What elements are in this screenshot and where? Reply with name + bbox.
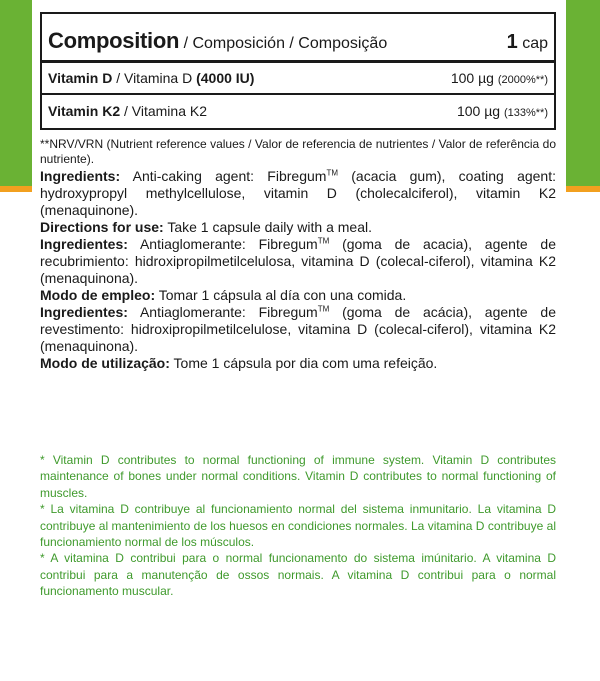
health-claim-es: * La vitamina D contribuye al funcionamiento normal del sistema inmunitario. La vitamina D contribuye al mantenimiento de los huesos en condiciones normales. La vitamina D contribuye al funcionamiento normal de los músculos. <box>40 502 556 550</box>
ingredients-block <box>40 137 556 372</box>
trademark-mark: TM <box>317 304 330 314</box>
ingredients-pt-label: Ingredientes: <box>40 304 128 320</box>
nutrient-amount <box>451 70 548 86</box>
nutrient-name <box>48 70 254 86</box>
ingredients-es-text-b: (goma de acacia), agente de recubrimiento: hidroxipropilmetilcelulosa, vitamina D (colecal-ciferol), vitamina K2 (menaquinona). <box>40 236 557 286</box>
ingredients-pt-text-a: Antiaglomerante: Fibregum <box>127 304 318 320</box>
composition-subtitle: / Composición / Composição <box>179 35 388 52</box>
directions-pt-label: Modo de utilização: <box>40 355 170 371</box>
composition-title-group <box>48 28 387 54</box>
ingredients-en-text-a: Anti-caking agent: Fibregum <box>120 168 327 184</box>
directions-es-text: Tomar 1 cápsula al día con una comida. <box>155 287 407 303</box>
ingredients-es <box>40 236 556 287</box>
ingredients-pt <box>40 304 556 355</box>
directions-en <box>40 219 556 236</box>
composition-table <box>40 12 556 130</box>
nutrient-nrv-percent: (2000%**) <box>497 74 548 86</box>
ingredients-en-label: Ingredients: <box>40 168 121 184</box>
directions-pt-text: Tome 1 cápsula por dia com uma refeição. <box>169 355 438 371</box>
nutrient-name-rest: / Vitamina K2 <box>120 103 208 119</box>
health-claim-en: * Vitamin D contributes to normal functioning of immune system. Vitamin D contributes maintenance of bones under normal conditions. Vitamin D contributes to normal functioning of muscles. <box>40 453 556 500</box>
directions-en-label: Directions for use: <box>40 219 164 235</box>
nutrient-name-bold: Vitamin K2 <box>48 103 121 119</box>
nutrient-row-vitamin-d <box>42 63 554 95</box>
health-claims <box>40 452 556 600</box>
nutrient-iu: (4000 IU) <box>196 70 255 86</box>
serving-size <box>507 31 548 54</box>
directions-es-label: Modo de empleo: <box>40 287 156 303</box>
trademark-mark: TM <box>317 236 330 246</box>
ingredients-en <box>40 168 556 219</box>
directions-pt <box>40 355 556 372</box>
ingredients-es-text-a: Antiaglomerante: Fibregum <box>127 236 318 252</box>
nutrient-name-rest: / Vitamina D <box>112 70 197 86</box>
nutrient-amount-value: 100 µg <box>450 70 498 86</box>
nutrient-row-vitamin-k2 <box>42 95 554 127</box>
label-panel <box>32 0 566 681</box>
nutrient-amount-value: 100 µg <box>456 103 504 119</box>
nutrient-amount <box>457 103 548 119</box>
ingredients-es-label: Ingredientes: <box>40 236 128 252</box>
nutrient-name-bold: Vitamin D <box>48 70 113 86</box>
ingredients-pt-text-b: (goma de acácia), agente de revestimento: hidroxipropilmetilcelulose, vitamina D (colecal-ciferol), vitamina K2 (menaquinona). <box>40 304 557 354</box>
serving-number: 1 <box>506 31 518 53</box>
composition-header <box>42 14 554 63</box>
nutrient-nrv-percent: (133%**) <box>503 107 548 119</box>
ingredients-en-text-b: (acacia gum), coating agent: hydroxypropyl methylcellulose, vitamin D (cholecalciferol), vitamin K2 (menaquinone). <box>40 168 556 218</box>
trademark-mark: TM <box>326 168 338 178</box>
nutrient-name <box>48 103 207 119</box>
directions-en-text: Take 1 capsule daily with a meal. <box>163 219 373 235</box>
nrv-note: **NRV/VRN (Nutrient reference values / Valor de referencia de nutrientes / Valor de referência do nutriente). <box>40 137 556 166</box>
directions-es <box>40 287 556 304</box>
serving-unit: cap <box>517 35 548 52</box>
composition-title: Composition <box>48 28 180 53</box>
health-claim-pt: * A vitamina D contribui para o normal funcionamento do sistema imúnitario. A vitamina D contribui para a manutenção de ossos normais. A vitamina D contribui para o normal funcionamento muscular. <box>40 551 556 599</box>
